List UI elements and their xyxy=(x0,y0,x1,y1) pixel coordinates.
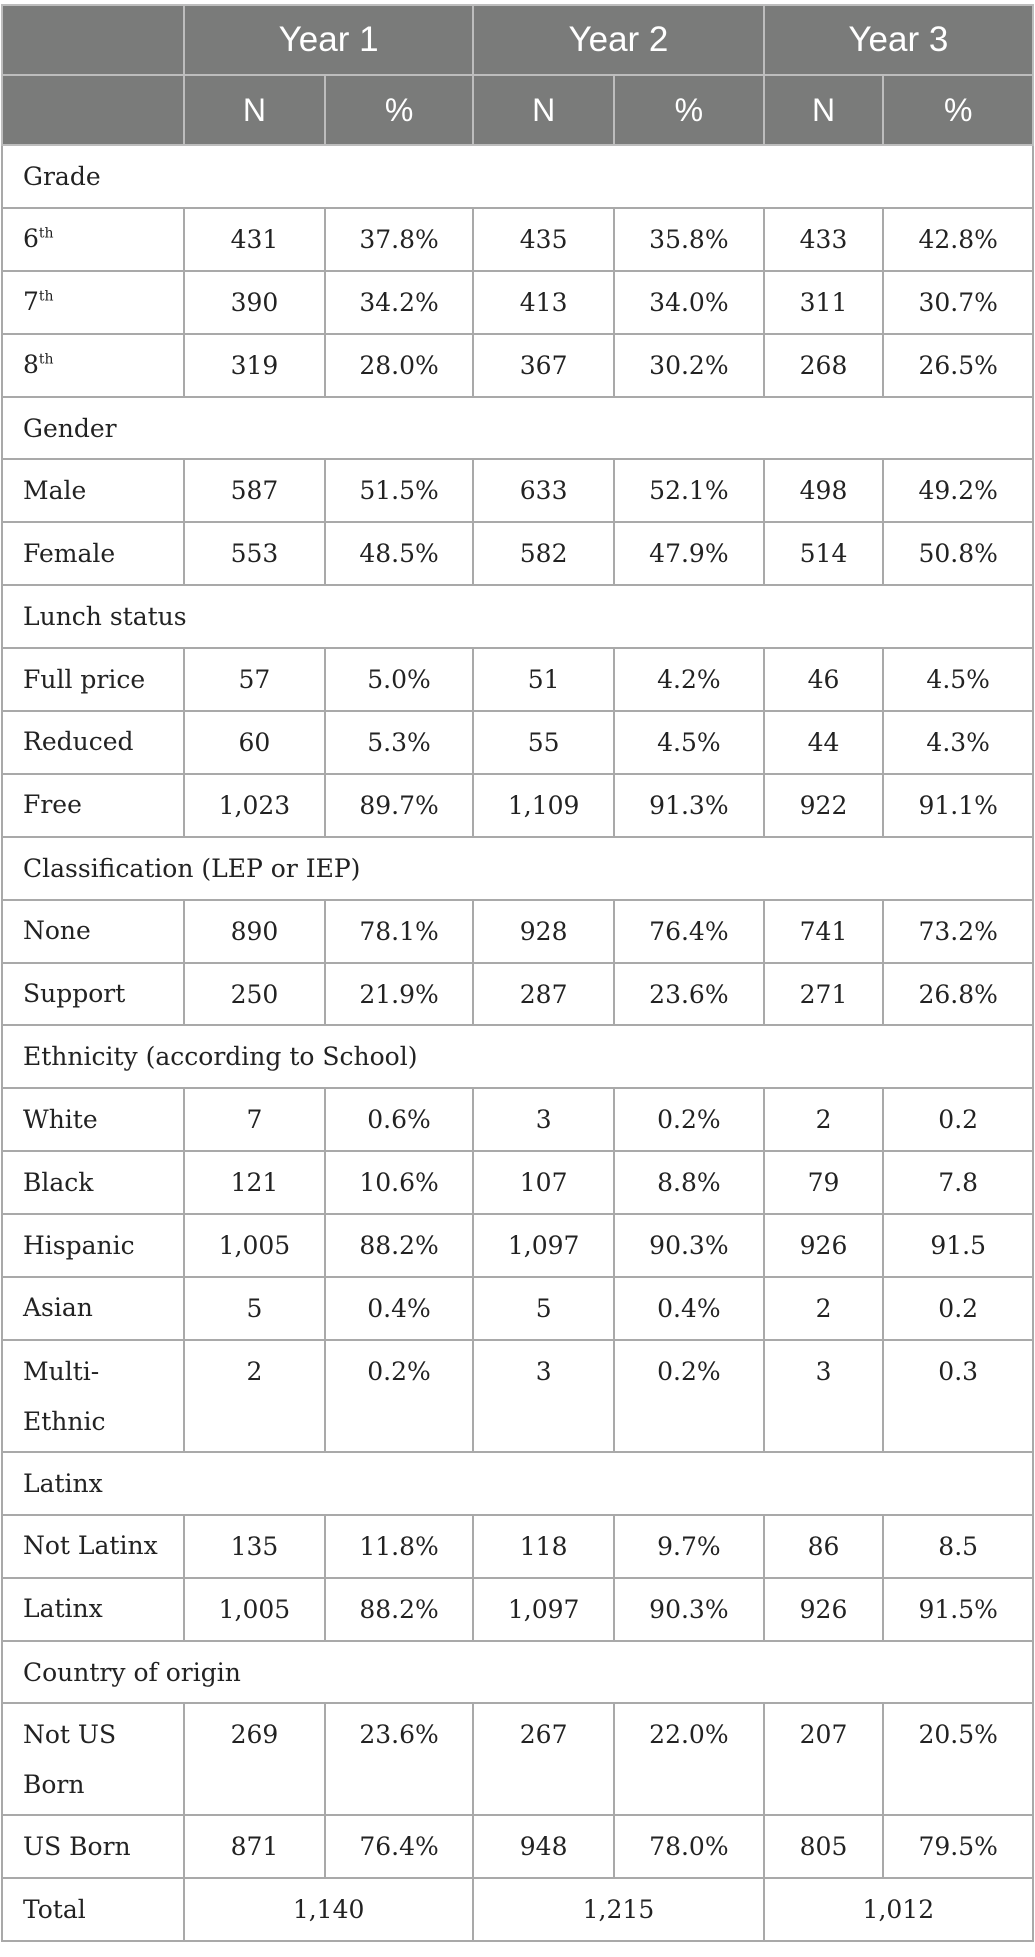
row-label-text: White xyxy=(23,1104,98,1134)
year-header-row xyxy=(2,5,1033,75)
count-cell: 5 xyxy=(473,1277,614,1340)
count-cell: 1,109 xyxy=(473,774,614,837)
count-cell: 805 xyxy=(764,1815,884,1878)
count-cell: 871 xyxy=(184,1815,325,1878)
section-row xyxy=(2,397,1033,460)
section-row xyxy=(2,1452,1033,1515)
count-cell: 55 xyxy=(473,711,614,774)
corner-cell xyxy=(2,75,184,145)
percent-cell: 10.6% xyxy=(325,1151,473,1214)
table-row xyxy=(2,1815,1033,1878)
percent-cell: 78.1% xyxy=(325,900,473,963)
percent-cell: 0.3 xyxy=(883,1340,1033,1452)
year-2-header: Year 2 xyxy=(473,5,763,75)
section-row xyxy=(2,1641,1033,1704)
table-row xyxy=(2,1515,1033,1578)
percent-cell: 0.2% xyxy=(614,1088,764,1151)
percent-cell: 5.0% xyxy=(325,648,473,711)
row-label xyxy=(2,1515,184,1578)
count-cell: 2 xyxy=(184,1340,325,1452)
count-cell: 51 xyxy=(473,648,614,711)
count-cell: 1,023 xyxy=(184,774,325,837)
percent-cell: 30.2% xyxy=(614,334,764,397)
count-cell: 3 xyxy=(473,1340,614,1452)
row-label xyxy=(2,1214,184,1277)
percent-cell: 8.5 xyxy=(883,1515,1033,1578)
table-row xyxy=(2,1578,1033,1641)
table-row xyxy=(2,711,1033,774)
percent-cell: 49.2% xyxy=(883,459,1033,522)
n-header: N xyxy=(764,75,884,145)
total-row xyxy=(2,1878,1033,1941)
table-row xyxy=(2,1340,1033,1452)
count-cell: 319 xyxy=(184,334,325,397)
count-cell: 269 xyxy=(184,1703,325,1815)
percent-cell: 0.6% xyxy=(325,1088,473,1151)
count-cell: 926 xyxy=(764,1578,884,1641)
percent-cell: 20.5% xyxy=(883,1703,1033,1815)
section-title: Latinx xyxy=(2,1452,1033,1515)
percent-cell: 7.8 xyxy=(883,1151,1033,1214)
section-title: Gender xyxy=(2,397,1033,460)
row-label-text-line2: Ethnic xyxy=(23,1406,106,1436)
count-cell: 582 xyxy=(473,522,614,585)
percent-cell: 4.5% xyxy=(883,648,1033,711)
percent-cell: 91.5% xyxy=(883,1578,1033,1641)
section-title: Lunch status xyxy=(2,585,1033,648)
row-label xyxy=(2,1815,184,1878)
row-label-text: Black xyxy=(23,1167,94,1197)
percent-cell: 91.1% xyxy=(883,774,1033,837)
count-cell: 2 xyxy=(764,1277,884,1340)
count-cell: 79 xyxy=(764,1151,884,1214)
row-label xyxy=(2,711,184,774)
table-row xyxy=(2,1151,1033,1214)
ordinal-suffix: th xyxy=(38,288,54,305)
count-cell: 514 xyxy=(764,522,884,585)
row-label-text: 8 xyxy=(23,350,39,380)
table-row xyxy=(2,271,1033,334)
row-label-text: 7 xyxy=(23,287,39,317)
count-cell: 928 xyxy=(473,900,614,963)
percent-cell: 4.3% xyxy=(883,711,1033,774)
percent-cell: 22.0% xyxy=(614,1703,764,1815)
count-cell: 431 xyxy=(184,208,325,271)
count-cell: 741 xyxy=(764,900,884,963)
count-cell: 890 xyxy=(184,900,325,963)
count-cell: 311 xyxy=(764,271,884,334)
percent-cell: 28.0% xyxy=(325,334,473,397)
percent-cell: 76.4% xyxy=(614,900,764,963)
count-cell: 135 xyxy=(184,1515,325,1578)
row-label-text: Female xyxy=(23,538,116,568)
table-row xyxy=(2,1703,1033,1815)
section-title: Country of origin xyxy=(2,1641,1033,1704)
count-cell: 267 xyxy=(473,1703,614,1815)
total-value: 1,012 xyxy=(764,1878,1033,1941)
pct-header: % xyxy=(614,75,764,145)
table-body xyxy=(2,145,1033,1941)
table-row xyxy=(2,1088,1033,1151)
percent-cell: 50.8% xyxy=(883,522,1033,585)
row-label xyxy=(2,1277,184,1340)
section-row xyxy=(2,1025,1033,1088)
row-label-text: Free xyxy=(23,790,82,820)
table-row xyxy=(2,459,1033,522)
percent-cell: 34.0% xyxy=(614,271,764,334)
percent-cell: 78.0% xyxy=(614,1815,764,1878)
percent-cell: 0.2 xyxy=(883,1088,1033,1151)
percent-cell: 35.8% xyxy=(614,208,764,271)
percent-cell: 26.8% xyxy=(883,963,1033,1026)
ordinal-suffix: th xyxy=(38,351,54,368)
count-cell: 948 xyxy=(473,1815,614,1878)
percent-cell: 21.9% xyxy=(325,963,473,1026)
count-cell: 1,005 xyxy=(184,1214,325,1277)
row-label xyxy=(2,522,184,585)
row-label-text: Not US xyxy=(23,1720,117,1750)
percent-cell: 26.5% xyxy=(883,334,1033,397)
row-label xyxy=(2,1578,184,1641)
count-cell: 268 xyxy=(764,334,884,397)
count-cell: 86 xyxy=(764,1515,884,1578)
count-cell: 250 xyxy=(184,963,325,1026)
count-cell: 271 xyxy=(764,963,884,1026)
table-row xyxy=(2,963,1033,1026)
count-cell: 1,097 xyxy=(473,1214,614,1277)
percent-cell: 88.2% xyxy=(325,1578,473,1641)
table-row xyxy=(2,900,1033,963)
row-label-text: Support xyxy=(23,979,126,1009)
row-label-text: Not Latinx xyxy=(23,1531,158,1561)
count-cell: 44 xyxy=(764,711,884,774)
count-cell: 60 xyxy=(184,711,325,774)
percent-cell: 0.2% xyxy=(614,1340,764,1452)
section-row xyxy=(2,837,1033,900)
count-cell: 207 xyxy=(764,1703,884,1815)
count-cell: 118 xyxy=(473,1515,614,1578)
ordinal-suffix: th xyxy=(38,226,54,242)
row-label-text: US Born xyxy=(23,1831,131,1861)
percent-cell: 89.7% xyxy=(325,774,473,837)
percent-cell: 88.2% xyxy=(325,1214,473,1277)
demographics-table xyxy=(1,4,1034,1942)
percent-cell: 42.8% xyxy=(883,208,1033,271)
row-label xyxy=(2,963,184,1026)
row-label xyxy=(2,1340,184,1452)
percent-cell: 73.2% xyxy=(883,900,1033,963)
row-label xyxy=(2,1703,184,1815)
row-label xyxy=(2,1088,184,1151)
row-label xyxy=(2,648,184,711)
percent-cell: 48.5% xyxy=(325,522,473,585)
percent-cell: 5.3% xyxy=(325,711,473,774)
percent-cell: 4.5% xyxy=(614,711,764,774)
total-label: Total xyxy=(2,1878,184,1941)
count-cell: 121 xyxy=(184,1151,325,1214)
count-cell: 435 xyxy=(473,208,614,271)
year-1-header: Year 1 xyxy=(184,5,473,75)
count-cell: 287 xyxy=(473,963,614,1026)
percent-cell: 23.6% xyxy=(614,963,764,1026)
percent-cell: 4.2% xyxy=(614,648,764,711)
row-label xyxy=(2,459,184,522)
row-label-text: Latinx xyxy=(23,1594,103,1624)
percent-cell: 79.5% xyxy=(883,1815,1033,1878)
table-row xyxy=(2,774,1033,837)
row-label-text: 6 xyxy=(23,224,39,254)
row-label xyxy=(2,900,184,963)
row-label-text: Reduced xyxy=(23,727,134,757)
n-header: N xyxy=(473,75,614,145)
percent-cell: 0.2 xyxy=(883,1277,1033,1340)
section-row xyxy=(2,145,1033,208)
percent-cell: 90.3% xyxy=(614,1214,764,1277)
table-row xyxy=(2,334,1033,397)
total-value: 1,140 xyxy=(184,1878,473,1941)
section-title: Classification (LEP or IEP) xyxy=(2,837,1033,900)
percent-cell: 8.8% xyxy=(614,1151,764,1214)
count-cell: 46 xyxy=(764,648,884,711)
table-row xyxy=(2,648,1033,711)
pct-header: % xyxy=(883,75,1033,145)
count-cell: 107 xyxy=(473,1151,614,1214)
count-cell: 413 xyxy=(473,271,614,334)
count-cell: 1,005 xyxy=(184,1578,325,1641)
percent-cell: 52.1% xyxy=(614,459,764,522)
row-label xyxy=(2,208,184,271)
percent-cell: 9.7% xyxy=(614,1515,764,1578)
percent-cell: 90.3% xyxy=(614,1578,764,1641)
count-cell: 367 xyxy=(473,334,614,397)
count-cell: 433 xyxy=(764,208,884,271)
count-cell: 1,097 xyxy=(473,1578,614,1641)
row-label xyxy=(2,271,184,334)
row-label-text: Asian xyxy=(23,1293,93,1323)
section-title: Ethnicity (according to School) xyxy=(2,1025,1033,1088)
total-value: 1,215 xyxy=(473,1878,763,1941)
table-row xyxy=(2,1277,1033,1340)
percent-cell: 0.4% xyxy=(325,1277,473,1340)
percent-cell: 34.2% xyxy=(325,271,473,334)
n-header: N xyxy=(184,75,325,145)
row-label xyxy=(2,334,184,397)
percent-cell: 0.2% xyxy=(325,1340,473,1452)
count-cell: 57 xyxy=(184,648,325,711)
year-3-header: Year 3 xyxy=(764,5,1033,75)
percent-cell: 47.9% xyxy=(614,522,764,585)
row-label-text: Full price xyxy=(23,664,146,694)
row-label-text-line2: Born xyxy=(23,1770,85,1800)
corner-cell xyxy=(2,5,184,75)
percent-cell: 91.3% xyxy=(614,774,764,837)
table-row xyxy=(2,522,1033,585)
count-cell: 7 xyxy=(184,1088,325,1151)
count-cell: 390 xyxy=(184,271,325,334)
percent-cell: 30.7% xyxy=(883,271,1033,334)
section-title: Grade xyxy=(2,145,1033,208)
table-row xyxy=(2,1214,1033,1277)
pct-header: % xyxy=(325,75,473,145)
count-cell: 3 xyxy=(764,1340,884,1452)
count-cell: 587 xyxy=(184,459,325,522)
count-cell: 553 xyxy=(184,522,325,585)
row-label-text: None xyxy=(23,916,91,946)
count-cell: 2 xyxy=(764,1088,884,1151)
percent-cell: 51.5% xyxy=(325,459,473,522)
percent-cell: 91.5 xyxy=(883,1214,1033,1277)
row-label-text: Hispanic xyxy=(23,1230,135,1260)
row-label xyxy=(2,1151,184,1214)
count-cell: 926 xyxy=(764,1214,884,1277)
row-label-text: Multi- xyxy=(23,1356,100,1386)
count-cell: 5 xyxy=(184,1277,325,1340)
count-cell: 922 xyxy=(764,774,884,837)
count-cell: 498 xyxy=(764,459,884,522)
section-row xyxy=(2,585,1033,648)
column-header-row xyxy=(2,75,1033,145)
percent-cell: 37.8% xyxy=(325,208,473,271)
percent-cell: 76.4% xyxy=(325,1815,473,1878)
row-label xyxy=(2,774,184,837)
percent-cell: 0.4% xyxy=(614,1277,764,1340)
percent-cell: 23.6% xyxy=(325,1703,473,1815)
count-cell: 3 xyxy=(473,1088,614,1151)
count-cell: 633 xyxy=(473,459,614,522)
percent-cell: 11.8% xyxy=(325,1515,473,1578)
row-label-text: Male xyxy=(23,475,87,505)
table-row xyxy=(2,208,1033,271)
